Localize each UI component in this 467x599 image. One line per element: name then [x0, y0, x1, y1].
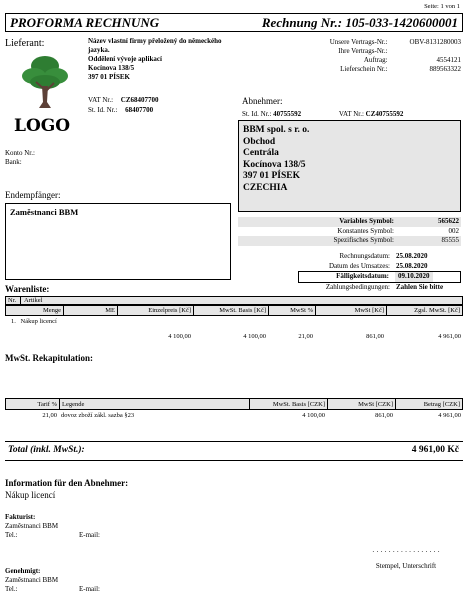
col-me: ME [64, 306, 118, 316]
genehmigt-name: Zaměstnanci BBM [5, 576, 59, 584]
fakturist-block [5, 513, 100, 540]
title-bar [5, 13, 463, 32]
col-menge: Menge [6, 306, 64, 316]
buyer-ids [242, 110, 403, 118]
symbol-value: 85555 [441, 236, 459, 244]
item-nr: 1. [11, 318, 16, 325]
buyer-line: Kocínova 138/5 [243, 159, 306, 170]
date-value: 25.08.2020 [396, 252, 428, 260]
buyer-address-box [238, 120, 461, 212]
supplier-street: Kocínova 138/5 [88, 64, 135, 72]
symbol-label: Konstantes Symbol: [337, 226, 394, 235]
stamp-block [351, 548, 461, 570]
recap-col-basis: MwSt. Basis [CZK] [250, 399, 328, 410]
end-receiver-label: Endempfänger: [5, 190, 61, 200]
invoice-number: Rechnung Nr.: 105-033-1420600001 [261, 15, 458, 30]
supplier-vat: CZ68407700 [120, 96, 159, 104]
info-title: Information für den Abnehmer: [5, 478, 129, 488]
supplier-name-1: Název vlastní firmy přeložený do německého [88, 37, 222, 45]
item-vat: 861,00 [366, 333, 384, 340]
items-head-2 [5, 305, 463, 316]
items-title: Warenliste: [5, 284, 50, 294]
supplier-city: 397 01 PÍSEK [88, 73, 131, 81]
end-receiver-name: Zaměstnanci BBM [10, 207, 79, 217]
buyer-id: 40755592 [273, 110, 302, 118]
dates-block [238, 252, 461, 292]
buyer-line: Obchod [243, 136, 276, 147]
buyer-id-label: St. Id. Nr.: [242, 110, 272, 118]
recap-row [5, 412, 463, 419]
col-einzelpreis: Einzelpreis [Kč] [118, 306, 194, 316]
recap-legend: dovoz zboží zákl. sazba §23 [61, 412, 135, 419]
tree-logo-icon [20, 52, 70, 110]
recap-col-mwst: MwSt [CZK] [328, 399, 396, 410]
recap-amount: 4 961,00 [438, 412, 461, 419]
supplier-ids [88, 95, 159, 115]
payment-terms: Zahlen Sie bitte [396, 282, 444, 291]
col-nr: Nr. [8, 297, 17, 304]
buyer-line: BBM spol. s r. o. [243, 125, 310, 135]
recap-col-legende: Legende [60, 399, 250, 410]
bank-info [5, 149, 35, 167]
contract-value [410, 47, 461, 56]
col-basis: MwSt. Basis [Kč] [194, 306, 269, 316]
genehmigt-block [5, 567, 100, 594]
col-mwst: MwSt [Kč] [316, 306, 387, 316]
contract-value: OBV-8131280003 [409, 38, 461, 46]
supplier-id: 68407700 [125, 106, 154, 114]
symbol-label: Spezifisches Symbol: [333, 236, 394, 244]
konto-label: Konto Nr.: [5, 149, 35, 157]
buyer-vat-label: VAT Nr.: [338, 110, 364, 118]
symbol-value: 565622 [438, 217, 459, 225]
contract-value: 4554121 [436, 56, 461, 64]
buyer-vat: CZ40755592 [365, 110, 404, 118]
item-pct: 21,00 [298, 333, 313, 340]
page-label: Seite: 1 von 1 [424, 3, 460, 10]
item-name: Nákup licencí [20, 318, 57, 325]
col-pct: MwSt % [269, 306, 316, 316]
symbols-table [238, 217, 461, 246]
recap-col-betrag: Betrag [CZK] [423, 400, 460, 408]
supplier-address [88, 37, 278, 82]
fakturist-name: Zaměstnanci BBM [5, 522, 59, 530]
total-value: 4 961,00 Kč [411, 445, 459, 455]
stamp-dots: · · · · · · · · · · · · · · · · · [372, 548, 440, 556]
buyer-line: Centrála [243, 148, 279, 158]
logo-text: LOGO [14, 116, 71, 136]
item-base: 4 100,00 [243, 333, 266, 340]
item-values [5, 333, 463, 340]
document-title: PROFORMA RECHNUNG [10, 15, 160, 30]
supplier-id-label: St. Id. Nr.: [88, 106, 118, 114]
supplier-vat-label: VAT Nr.: [88, 96, 114, 104]
item-price: 4 100,00 [168, 333, 191, 340]
item-row [11, 318, 57, 325]
recap-col-tarif: Tarif % [6, 399, 60, 410]
fakturist-label: Fakturist: [5, 513, 36, 521]
buyer-address [243, 125, 456, 194]
recap-vat: 861,00 [375, 412, 393, 419]
stamp-label: Stempel, Unterschrift [375, 562, 437, 570]
supplier-dept: Oddělení vývoje aplikací [88, 55, 162, 63]
items-head-1 [5, 296, 463, 305]
item-me [63, 333, 117, 340]
symbol-value: 002 [448, 226, 459, 235]
date-value: 25.08.2020 [396, 261, 428, 270]
buyer-line: CZECHIA [243, 182, 288, 193]
symbol-label: Variables Symbol: [339, 217, 394, 225]
contract-label: Ihre Vertrags-Nr.: [338, 47, 388, 55]
genehmigt-tel-label: Tel.: [5, 585, 18, 593]
contract-label: Unsere Vertrags-Nr.: [329, 38, 388, 46]
recap-base: 4 100,00 [302, 412, 325, 419]
due-date-label: Fälligkeitsdatum: [336, 272, 389, 280]
due-date-value: 09.10.2020 [395, 272, 433, 282]
contract-value: 889563322 [429, 65, 461, 73]
date-label: Rechnungsdatum: [339, 252, 390, 260]
col-artikel: Artikel [20, 297, 42, 305]
total-label: Total (inkl. MwSt.): [8, 445, 85, 455]
col-total: Zgsl. MwSt. [Kč] [414, 307, 460, 314]
total-bar [5, 441, 463, 461]
genehmigt-label: Genehmigt: [5, 567, 41, 575]
end-receiver-box [5, 203, 231, 280]
info-text: Nákup licencí [5, 490, 56, 500]
contract-label: Auftrag: [363, 56, 388, 64]
fakturist-email-label: E-mail: [79, 531, 100, 539]
genehmigt-email-label: E-mail: [79, 585, 100, 593]
item-menge [5, 333, 63, 340]
date-label: Zahlungsbedingungen: [325, 282, 390, 291]
item-total: 4 961,00 [438, 333, 461, 340]
fakturist-tel-label: Tel.: [5, 531, 18, 539]
buyer-label: Abnehmer: [242, 96, 283, 106]
recap-head [5, 398, 463, 410]
recap-title: MwSt. Rekapitulation: [5, 353, 94, 363]
recap-tarif: 21,00 [42, 412, 57, 419]
contract-table [330, 38, 461, 74]
buyer-line: 397 01 PÍSEK [243, 171, 301, 181]
date-label: Datum des Umsatzes: [328, 261, 390, 270]
supplier-label: Lieferant: [5, 38, 45, 49]
contract-label: Lieferschein Nr.: [340, 65, 388, 73]
bank-label: Bank: [5, 158, 22, 166]
supplier-name-2: jazyka. [88, 46, 110, 54]
